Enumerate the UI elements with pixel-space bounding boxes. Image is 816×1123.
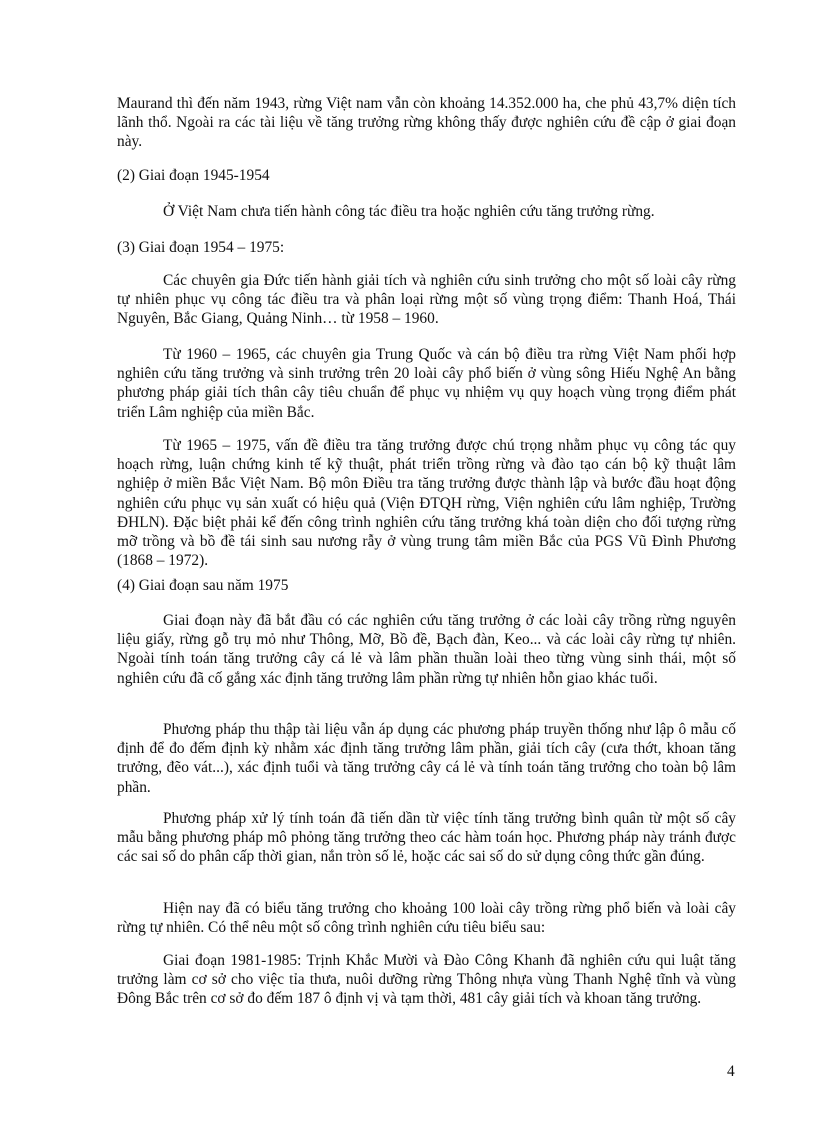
heading-period-2: (2) Giai đoạn 1945-1954 <box>117 167 270 184</box>
paragraph-data-collection: Phương pháp thu thập tài liệu vẫn áp dụng các phương pháp truyền thống như lập ô mẫu cố định để đo đếm định kỳ nhằm xác định tăng trưởng lâm phần, giải tích cây (cưa thớt, khoan tăng trưởng, đẽo vát...), xác định tuổi và tăng trưởng cây cá lẻ và tính toán tăng trưởng cho toàn bộ lâm phần. <box>117 721 736 796</box>
paragraph-after-1975: Giai đoạn này đã bắt đầu có các nghiên cứu tăng trưởng ở các loài cây trồng rừng nguyên liệu giấy, rừng gỗ trụ mỏ như Thông, Mỡ, Bồ đề, Bạch đàn, Keo... và các loài cây rừng tự nhiên. Ngoài tính toán tăng trưởng cây cá lẻ và lâm phần thuần loài theo từng vùng sinh thái, một số nghiên cứu đã cố gắng xác định tăng trưởng lâm phần rừng tự nhiên hỗn giao khác tuổi. <box>117 612 736 687</box>
paragraph-1981-1985: Giai đoạn 1981-1985: Trịnh Khắc Mười và Đào Công Khanh đã nghiên cứu qui luật tăng trưởng làm cơ sở cho việc tỉa thưa, nuôi dưỡng rừng Thông nhựa vùng Thanh Nghệ tĩnh và vùng Đông Bắc trên cơ sở đo đếm 187 ô định vị và tạm thời, 481 cây giải tích và khoan tăng trưởng. <box>117 952 736 1008</box>
paragraph-growth-tables: Hiện nay đã có biểu tăng trưởng cho khoảng 100 loài cây trồng rừng phổ biến và loài cây rừng tự nhiên. Có thể nêu một số công trình nghiên cứu tiêu biểu sau: <box>117 900 736 937</box>
paragraph-period-2: Ở Việt Nam chưa tiến hành công tác điều tra hoặc nghiên cứu tăng trưởng rừng. <box>163 203 655 220</box>
paragraph-chinese-experts: Từ 1960 – 1965, các chuyên gia Trung Quốc và cán bộ điều tra rừng Việt Nam phối hợp nghiên cứu tăng trưởng và sinh trưởng trên 20 loài cây phổ biến ở vùng sông Hiếu Nghệ An bằng phương pháp giải tích thân cây tiêu chuẩn để phục vụ nhiệm vụ quy hoạch vùng trọng điểm phát triển Lâm nghiệp của miền Bắc. <box>117 346 736 421</box>
paragraph-processing-methods: Phương pháp xử lý tính toán đã tiến dần từ việc tính tăng trưởng bình quân từ một số cây mẫu bằng phương pháp mô phỏng tăng trưởng theo các hàm toán học. Phương pháp này tránh được các sai số do phân cấp thời gian, nắn tròn số lẻ, hoặc các sai số do sử dụng công thức gần đúng. <box>117 810 736 866</box>
paragraph-german-experts: Các chuyên gia Đức tiến hành giải tích và nghiên cứu sinh trưởng cho một số loài cây rừng tự nhiên phục vụ công tác điều tra và phân loại rừng một số vùng trọng điểm: Thanh Hoá, Thái Nguyên, Bắc Giang, Quảng Ninh… từ 1958 – 1960. <box>117 272 736 328</box>
heading-period-4: (4) Giai đoạn sau năm 1975 <box>117 577 289 594</box>
paragraph-maurand: Maurand thì đến năm 1943, rừng Việt nam vẫn còn khoảng 14.352.000 ha, che phủ 43,7% diện tích lãnh thổ. Ngoài ra các tài liệu về tăng trưởng rừng không thấy được nghiên cứu đề cập ở giai đoạn này. <box>117 95 736 151</box>
page-number: 4 <box>727 1063 735 1080</box>
heading-period-3: (3) Giai đoạn 1954 – 1975: <box>117 239 285 256</box>
paragraph-1965-1975: Từ 1965 – 1975, vấn đề điều tra tăng trưởng được chú trọng nhằm phục vụ công tác quy hoạch rừng, luận chứng kinh tế kỹ thuật, phát triển trồng rừng và đào tạo cán bộ kỹ thuật lâm nghiệp ở miền Bắc Việt Nam. Bộ môn Điều tra tăng trưởng được thành lập và bước đầu hoạt động nghiên cứu phục vụ sản xuất có hiệu quả (Viện ĐTQH rừng, Viện nghiên cứu lâm nghiệp, Trường ĐHLN). Đặc biệt phải kể đến công trình nghiên cứu tăng trưởng khá toàn diện cho đối tượng rừng mỡ trồng và bồ đề tái sinh sau nương rẫy ở vùng trung tâm miền Bắc của PGS Vũ Đình Phương (1868 – 1972). <box>117 437 736 570</box>
